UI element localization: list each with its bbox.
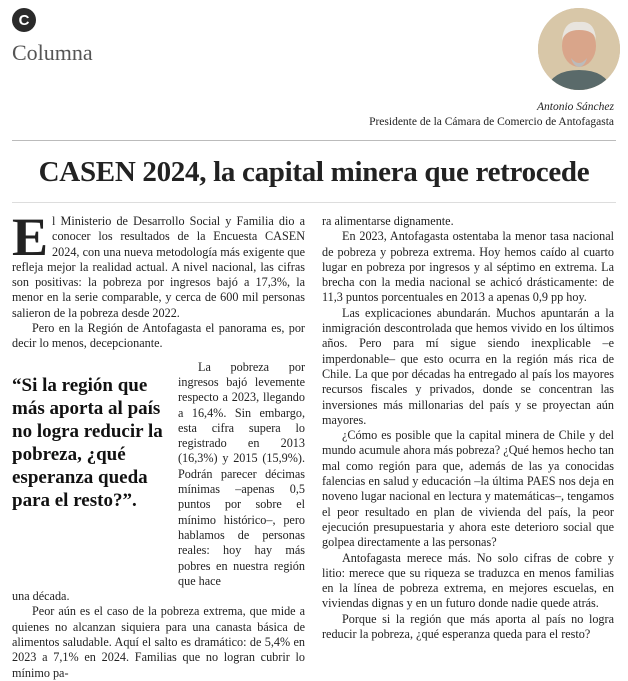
author-name: Antonio Sánchez xyxy=(537,101,614,113)
divider xyxy=(12,140,616,141)
section-label: Columna xyxy=(12,40,93,65)
divider xyxy=(12,202,616,203)
paragraph: ra alimentarse dignamente. xyxy=(322,214,454,228)
quote-row xyxy=(12,360,305,589)
paragraph: una década. xyxy=(12,589,70,604)
column-logo: C xyxy=(12,8,36,32)
paragraph: Pero en la Región de Antofagasta el panorama es, por decir lo menos, decepcionante. xyxy=(12,321,305,351)
author-photo xyxy=(538,8,620,90)
author-role: Presidente de la Cámara de Comercio de Antofagasta xyxy=(369,116,614,128)
paragraph xyxy=(12,207,305,321)
paragraph: Antofagasta merece más. No solo cifras de cobre y litio: merece que su riqueza se traduzca en menos familias en la línea de pobreza extrema, en mejores escuelas, en viviendas dignas y en un futuro donde nadie quede atrás. xyxy=(322,550,614,611)
narrow-column xyxy=(178,360,305,589)
paragraph: ¿Cómo es posible que la capital minera de Chile y del mundo acumule ahora más pobreza? ¿Qué hemos hecho tan mal como región para que, además de las ya conocidas falencias en salud y educación –la última PAES nos deja en noveno lugar nacional en lectura y matemáticas–, tengamos el peor resultado en plan de vivienda del país, la peor ejecución presupuestaria y ahora este deterioro social que golpea directamente a las personas? xyxy=(322,428,614,550)
article-title: CASEN 2024, la capital minera que retrocede xyxy=(38,156,590,188)
paragraph: Las explicaciones abundarán. Muchos apuntarán a la inmigración descontrolada que hemos vivido en los últimos años. Pero para mí sigue siendo inexplicable –e imperdonable– que esto ocurra en la región más rica de Chile. La que por décadas ha entregado al país los mayores recursos fiscales y privados, donde se concentran las inversiones más millonarias del país y se proyectan aún mayores. xyxy=(322,305,614,427)
drop-cap: E xyxy=(12,207,49,267)
paragraph: Peor aún es el caso de la pobreza extrema, que mide a quienes no alcanzan siquiera para una canasta básica de alimentos saludable. Aquí el salto es dramático: de 5,4% en 2023 a 7,1% en 2024. Familias que no logran cubrir lo mínimo pa- xyxy=(12,604,305,680)
pull-quote: “Si la región que más aporta al país no logra reducir la pobreza, ¿qué esperanza queda para el resto?”. xyxy=(12,374,163,511)
paragraph: La pobreza por ingresos bajó levemente respecto a 2023, llegando a 16,4%. Sin embargo, esta cifra supera lo registrado en 2013 (16,3%) y 2015 (15,9%). Podrán parecer décimas mínimas –apenas 0,5 puntos por sobre el mínimo histórico–, pero hablamos de personas reales: hoy hay más pobres en nuestra región que hace xyxy=(178,359,305,588)
right-column xyxy=(322,214,614,642)
paragraph: Porque si la región que más aporta al país no logra reducir la pobreza, ¿qué esperanza queda para el resto? xyxy=(322,611,614,642)
author-block xyxy=(369,100,614,130)
left-column-bottom xyxy=(12,589,305,681)
left-column xyxy=(12,207,305,681)
paragraph-text: l Ministerio de Desarrollo Social y Familia dio a conocer los resultados de la Encuesta CASEN 2024, con una nueva metodología más exigente que refleja mejor la realidad actual. A nivel nacional, las cifras son positivas: la pobreza por ingresos bajó a 17,3%, la menor en la serie comparable, y cerca de 600 mil personas salieron de la pobreza desde 2022. xyxy=(12,214,305,320)
paragraph: En 2023, Antofagasta ostentaba la menor tasa nacional de pobreza y pobreza extrema. Hoy hemos caído al cuarto lugar en pobreza por ingresos y al séptimo en extrema. La brecha con la media nacional se achicó drásticamente: de 11,3 puntos porcentuales en 2013 a apenas 0,9 pp hoy. xyxy=(322,229,614,305)
left-column-top xyxy=(12,207,305,352)
